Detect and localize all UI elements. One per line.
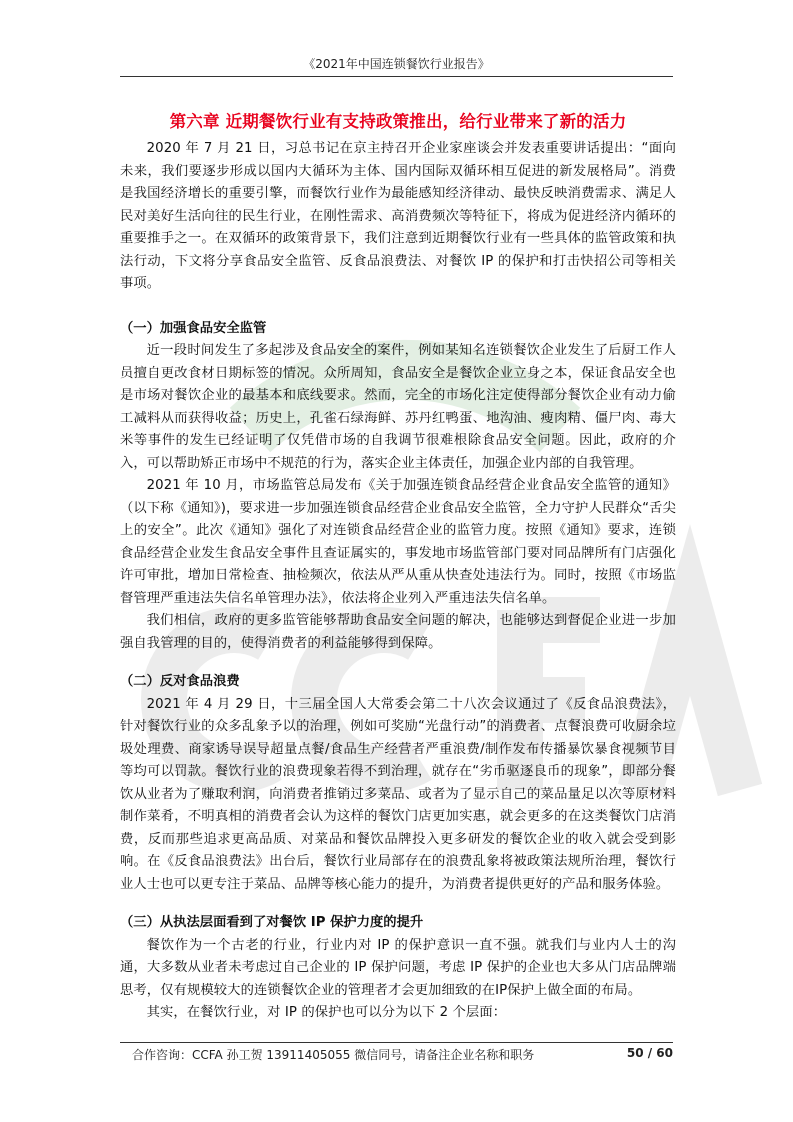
page-footer [120,1042,673,1062]
running-header [120,55,673,77]
chapter-title: 第六章 近期餐饮行业有支持政策推出，给行业带来了新的活力 [169,112,627,131]
section-heading-food-safety: （一）加强食品安全监管 [120,320,267,336]
page-body [120,108,676,1025]
contact-info: 合作咨询：CCFA 孙工贺 13911405055 微信同号，请备注企业名称和职务 [132,1048,535,1062]
paragraph: 2021 年 4 月 29 日，十三届全国人大常委会第二十八次会议通过了《反食品浪费法》，针对餐饮行业的众多乱象予以的治理，例如可奖励“光盘行动”的消费者、点餐浪费可收厨余垃圾处理费、商家诱导误导超量点餐/食品生产经营者严重浪费/制作发布传播暴饮暴食视频节目等均可以罚款。餐饮行业的浪费现象若得不到治理，就存在“劣币驱逐良币的现象”，即部分餐饮从业者为了赚取利润，向消费者推销过多菜品、或者为了显示自己的菜品量足以次等原材料制作菜肴，不明真相的消费者会认为这样的餐饮门店更加实惠，就会更多的在这类餐饮门店消费，反而那些追求更高品质、对菜品和餐饮品牌投入更多研发的餐饮企业的收入就会受到影响。在《反食品浪费法》出台后，餐饮行业局部存在的浪费乱象将被政策法规所治理，餐饮行业人士也可以更专注于菜品、品牌等核心能力的提升，为消费者提供更好的产品和服务体验。 [120,696,676,892]
paragraph: 2021 年 10 月，市场监管总局发布《关于加强连锁食品经营企业食品安全监管的通知》（以下称《通知》)，要求进一步加强连锁食品经营企业食品安全监管，全力守护人民群众“舌尖上的安全”。此次《通知》强化了对连锁食品经营企业的监管力度。按照《通知》要求，连锁食品经营企业发生食品安全事件且查证属实的，事发地市场监管部门要对同品牌所有门店强化许可审批，增加日常检查、抽检频次，依法从严从重从快查处违法行为。同时，按照《市场监督管理严重违法失信名单管理办法》，依法将企业列入严重违法失信名单。 [120,478,676,606]
intro-paragraph: 2020 年 7 月 21 日，习总书记在京主持召开企业家座谈会并发表重要讲话提出：“面向未来，我们要逐步形成以国内大循环为主体、国内国际双循环相互促进的新发展格局”。消费是我国经济增长的重要引擎，而餐饮行业作为最能感知经济律动、最快反映消费需求、满足人民对美好生活向往的民生行业，在刚性需求、高消费频次等特征下，将成为促进经济内循环的重要推手之一。在双循环的政策背景下，我们注意到近期餐饮行业有一些具体的监管政策和执法行动，下文将分享食品安全监管、反食品浪费法、对餐饮 IP 的保护和打击快招公司等相关事项。 [120,141,676,291]
paragraph: 餐饮作为一个古老的行业，行业内对 IP 的保护意识一直不强。就我们与业内人士的沟通，大多数从业者未考虑过自己企业的 IP 保护问题，考虑 IP 保护的企业也大多从门店品牌端思考，仅有规模较大的连锁餐饮企业的管理者才会更加细致的在IP保护上做全面的布局。 [120,937,676,998]
paragraph: 其实，在餐饮行业，对 IP 的保护也可以分为以下 2 个层面： [146,1005,507,1020]
section-heading-ip-protection: （三）从执法层面看到了对餐饮 IP 保护力度的提升 [120,915,424,930]
paragraph: 我们相信，政府的更多监管能够帮助食品安全问题的解决，也能够达到督促企业进一步加强自我管理的目的，使得消费者的利益能够得到保障。 [120,613,676,651]
report-title: 《2021年中国连锁餐饮行业报告》 [303,57,490,71]
paragraph: 近一段时间发生了多起涉及食品安全的案件，例如某知名连锁餐饮企业发生了后厨工作人员擅自更改食材日期标签的情况。众所周知，食品安全是餐饮企业立身之本，保证食品安全也是市场对餐饮企业的最基本和底线要求。然而，完全的市场化注定使得部分餐饮企业有动力偷工减料从而获得收益；历史上，孔雀石绿海鲜、苏丹红鸭蛋、地沟油、瘦肉精、僵尸肉、毒大米等事件的发生已经证明了仅凭借市场的自我调节很难根除食品安全问题。因此，政府的介入，可以帮助矫正市场中不规范的行为，落实企业主体责任，加强企业内部的自我管理。 [120,343,676,471]
section-heading-food-waste: （二）反对食品浪费 [120,674,240,689]
page-number: 50 / 60 [626,1046,673,1060]
